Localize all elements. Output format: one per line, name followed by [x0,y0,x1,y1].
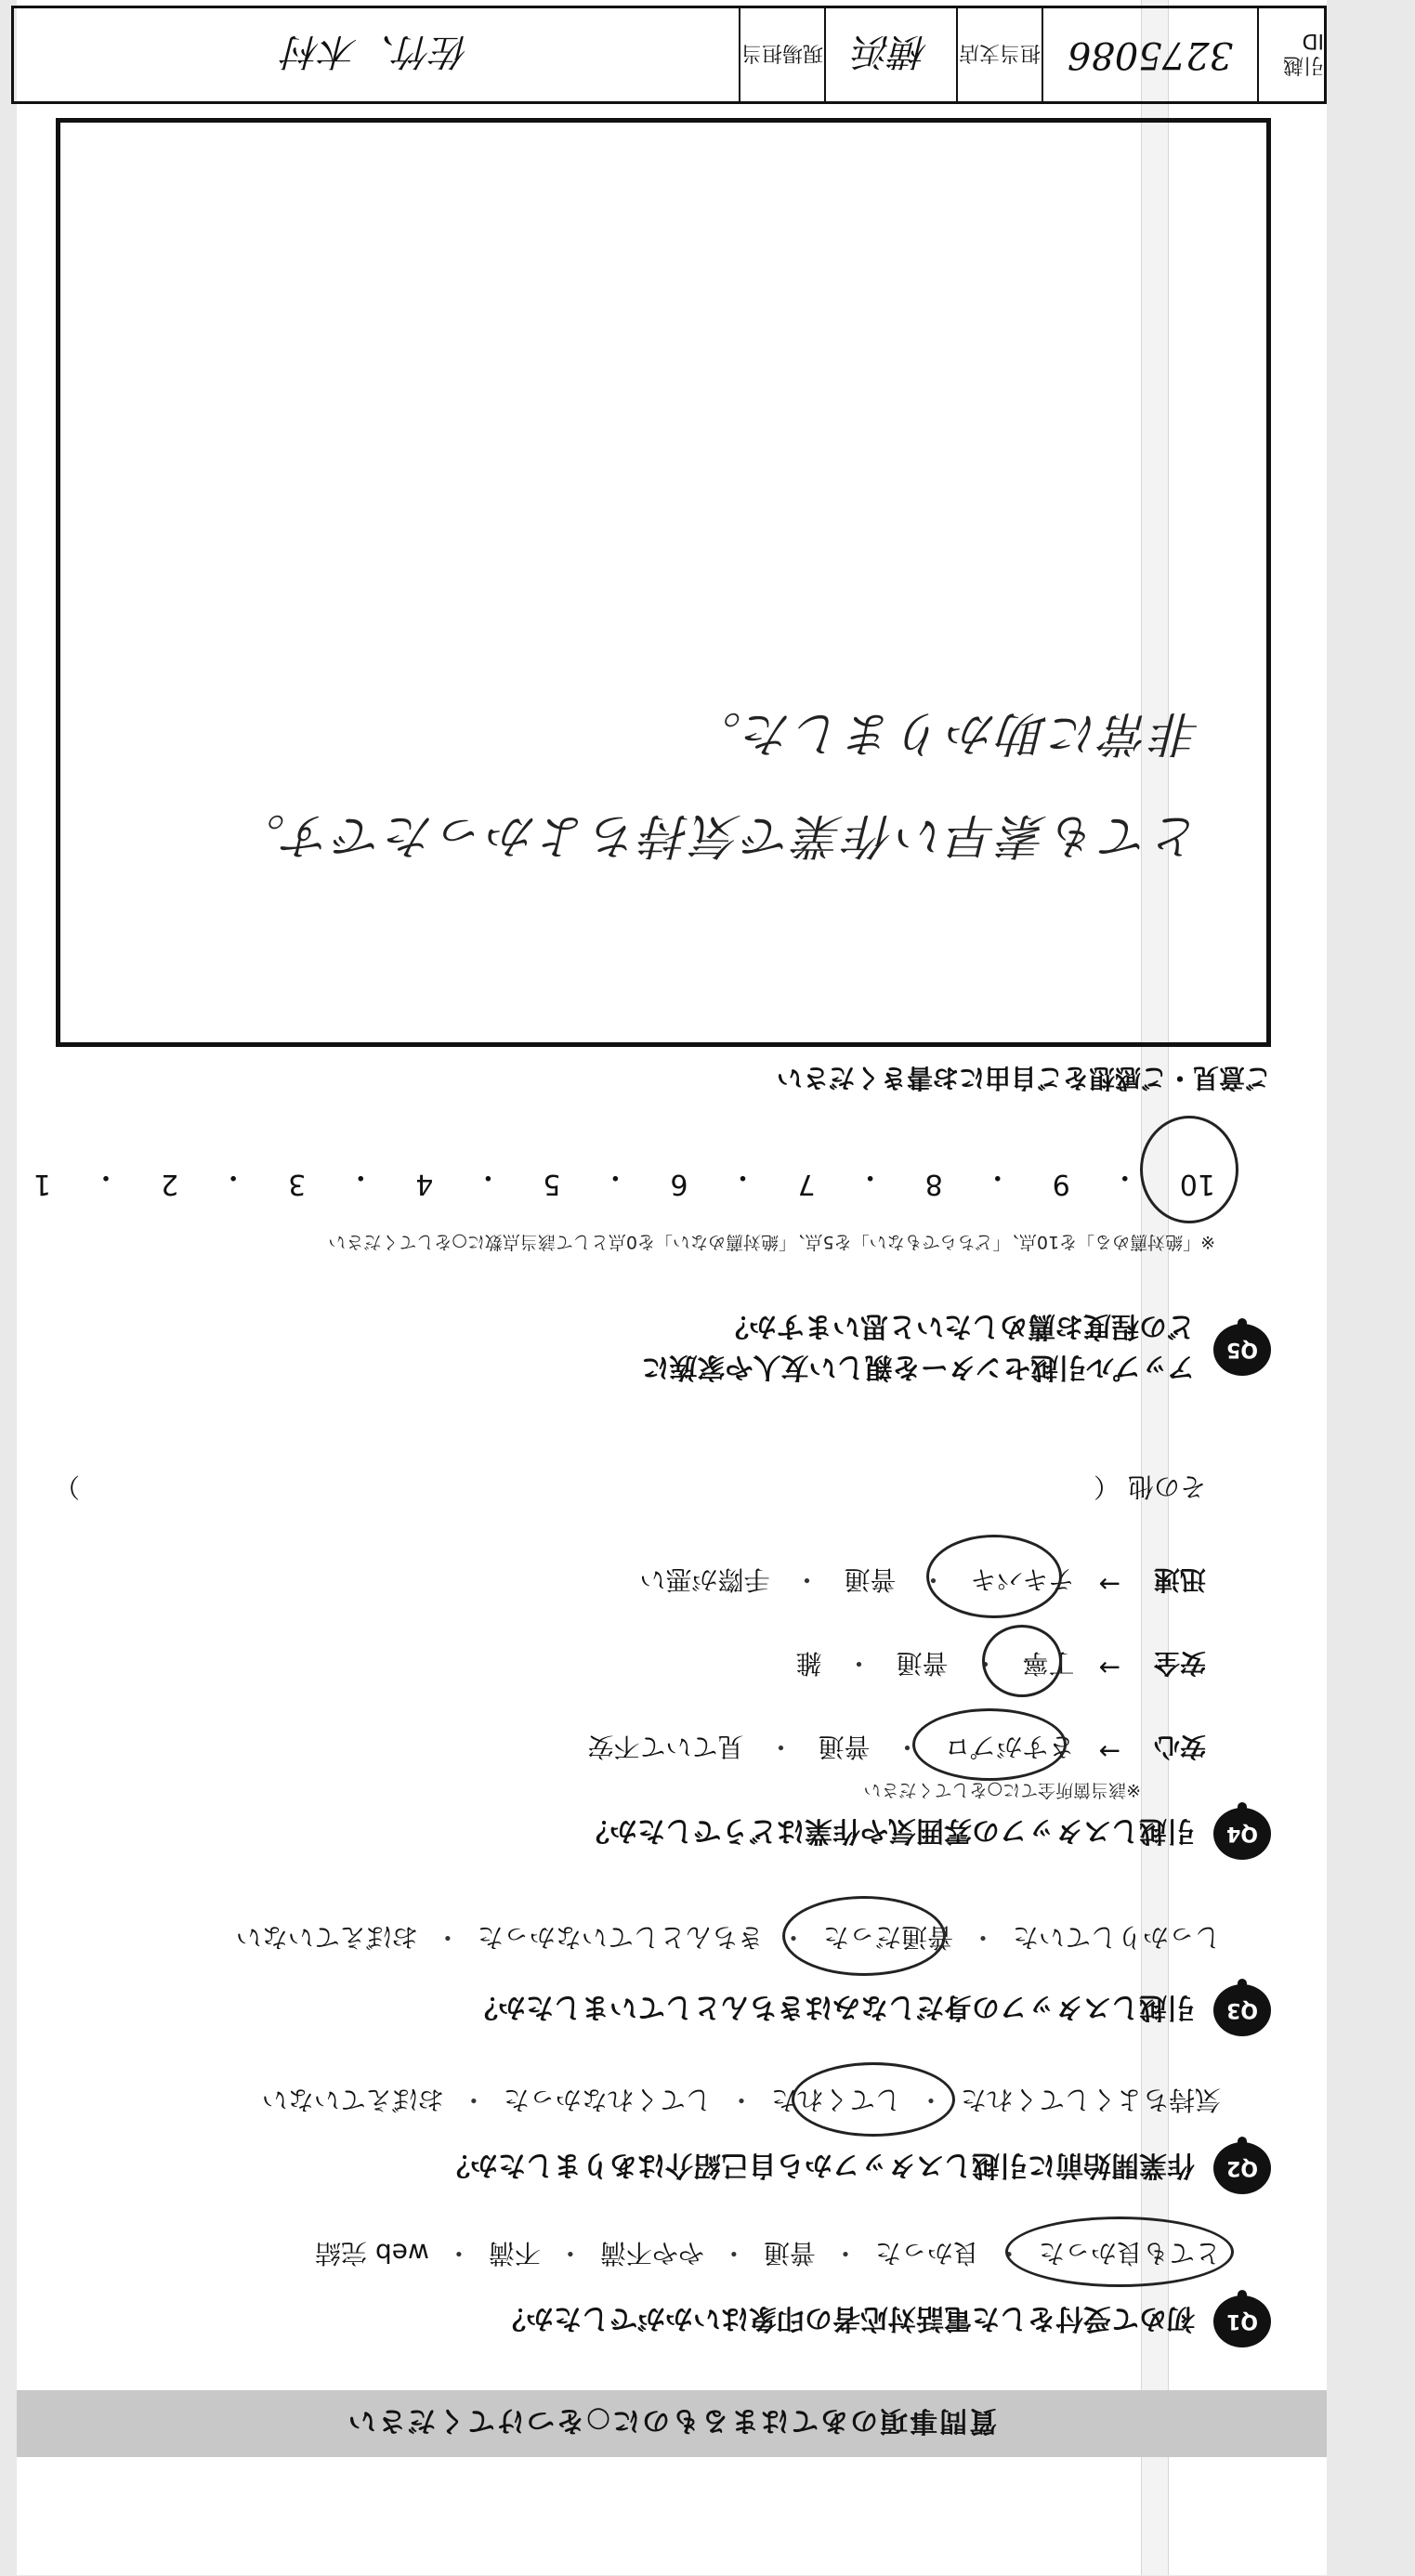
q4-row-jinsoku: 迅速 → テキパキ ・ 普通 ・ 手際が悪い [635,1563,1206,1600]
scale-value[interactable]: 2 [161,1168,179,1200]
q4-row-label: 迅速 [1153,1564,1206,1595]
q4-option[interactable]: テキパキ [970,1564,1075,1595]
q4-row-label: 安全 [1153,1648,1206,1679]
q4-row-anshin: 安心 → さすがプロ ・ 普通 ・ 見ていて不安 [583,1730,1206,1767]
q1-selection-circle [1005,2216,1234,2287]
q5-scale: 10 ・ 9 ・ 8 ・ 7 ・ 6 ・ 5 ・ 4 ・ 3 ・ 2 ・ 1 [33,1160,1215,1200]
question-1 [498,2295,1271,2347]
scale-value[interactable]: 9 [1052,1168,1070,1200]
question-3 [470,1984,1271,2036]
q2-option[interactable]: してくれなかった [503,2085,712,2115]
q2-option[interactable]: おぼえていない [261,2085,444,2115]
q2-text: 作業開始前に引越しスタッフから自己紹介はありましたか？ [442,2149,1195,2181]
scale-value[interactable]: 8 [924,1168,943,1200]
q4-other-open: （ [1094,1471,1120,1502]
q5-text-line2: どの程度お薦めしたいと思いますか？ [721,1310,1195,1342]
comment-handwriting-line2: 非常に助かりました。 [689,705,1201,761]
q3-option[interactable]: きちんとしていなかった [477,1922,764,1953]
comment-handwriting-line1: とても素早い作業で気持ちよかったです。 [234,807,1201,863]
q1-option[interactable]: 良かった [874,2238,979,2269]
scale-value[interactable]: 7 [797,1168,816,1200]
q4-option[interactable]: さすがプロ [944,1732,1075,1762]
id-label: 引越 ID [1257,8,1324,101]
q5-text-line1: アップル引越センターを親しい友人や家族に [641,1351,1195,1383]
q4-option[interactable]: 普通 [896,1648,949,1679]
q3-options: しっかりしていた ・ 普通だった ・ きちんとしていなかった ・ おぼえていない [232,1920,1225,1957]
q4-option[interactable]: 丁寧 [1022,1648,1075,1679]
comment-title: ご意見・ご感想をご自由にお書きください [776,1063,1271,1093]
arrow-icon: → [1098,1569,1120,1600]
q4-row2-selection-circle [982,1625,1062,1697]
q2-badge: Q2 [1213,2142,1271,2194]
q4-option[interactable]: 手際が悪い [639,1564,770,1595]
arrow-icon: → [1098,1736,1120,1767]
q3-option[interactable]: 普通だった [822,1922,953,1953]
q1-text: 初めて受付をした電話対応者の印象はいかがでしたか？ [498,2302,1195,2334]
q4-other-close: ） [54,1471,81,1502]
q4-note: ※該当箇所全てに○をしてください [863,1780,1141,1800]
comment-box [56,118,1271,1047]
question-2 [442,2142,1271,2194]
branch-label: 担当支店 [956,8,1042,101]
q4-option[interactable]: 普通 [844,1564,897,1595]
scale-value[interactable]: 10 [1179,1168,1215,1200]
arrow-icon: → [1098,1653,1120,1683]
q2-option[interactable]: 気持ちよくしてくれた [960,2085,1221,2115]
q4-other-row [54,1470,1206,1507]
q4-row1-selection-circle [912,1708,1067,1781]
q4-text: 引越しスタッフの雰囲気や作業はどうでしたか？ [582,1814,1195,1847]
q1-badge: Q1 [1213,2295,1271,2347]
q4-badge: Q4 [1213,1808,1271,1860]
q5-selection-circle [1140,1116,1238,1223]
q2-options: 気持ちよくしてくれた ・ してくれた ・ してくれなかった ・ おぼえていない [258,2083,1225,2120]
instructions-header [17,2390,1327,2457]
q1-option[interactable]: 普通 [763,2238,816,2269]
q5-note: ※「絶対薦める」を10点、「どちらでもない」を5点、「絶対薦めない」を0点として該当点数に○をしてください [328,1232,1215,1252]
scale-value[interactable]: 4 [415,1168,434,1200]
question-4 [582,1808,1271,1860]
q2-option[interactable]: してくれた [770,2085,901,2115]
q1-option[interactable]: 不満 [488,2238,541,2269]
q4-option[interactable]: 普通 [818,1732,871,1762]
q3-option[interactable]: しっかりしていた [1012,1922,1221,1953]
q4-row-anzen: 安全 → 丁寧 ・ 普通 ・ 雑 [792,1646,1206,1683]
q4-option[interactable]: 見ていて不安 [587,1732,744,1762]
q3-text: 引越しスタッフの身だしなみはきちんとしていましたか？ [470,1991,1195,2023]
q4-option[interactable]: 雑 [795,1648,822,1679]
q1-options: とても良かった ・ 良かった ・ 普通 ・ やや不満 ・ 不満 ・ web 完結 [311,2236,1225,2273]
q1-option[interactable]: web 完結 [315,2238,429,2269]
question-5 [642,1309,1272,1391]
scale-value[interactable]: 5 [543,1168,561,1200]
staff-label: 現場担当 [739,8,824,101]
id-value: 3275086 [1042,8,1257,101]
branch-value: 横浜 [824,8,956,101]
q3-option[interactable]: おぼえていない [235,1922,418,1953]
q1-option[interactable]: とても良かった [1038,2238,1221,2269]
scale-value[interactable]: 3 [288,1168,307,1200]
survey-sheet [17,0,1327,2575]
scale-value[interactable]: 6 [670,1168,688,1200]
scale-value[interactable]: 1 [33,1168,52,1200]
q2-selection-circle [792,2062,955,2137]
q4-other-label: その他 [1127,1471,1206,1502]
q3-badge: Q3 [1213,1984,1271,2036]
q3-selection-circle [782,1896,946,1976]
q4-row-label: 安心 [1153,1732,1206,1762]
instructions-text: 質問事項のあてはまるものに○をつけてください [346,2404,998,2437]
q1-option[interactable]: やや不満 [599,2238,704,2269]
q4-row3-selection-circle [926,1535,1062,1618]
q5-badge: Q5 [1213,1324,1271,1376]
id-table [11,6,1327,104]
staff-value: 佐竹、木村 [283,30,469,73]
